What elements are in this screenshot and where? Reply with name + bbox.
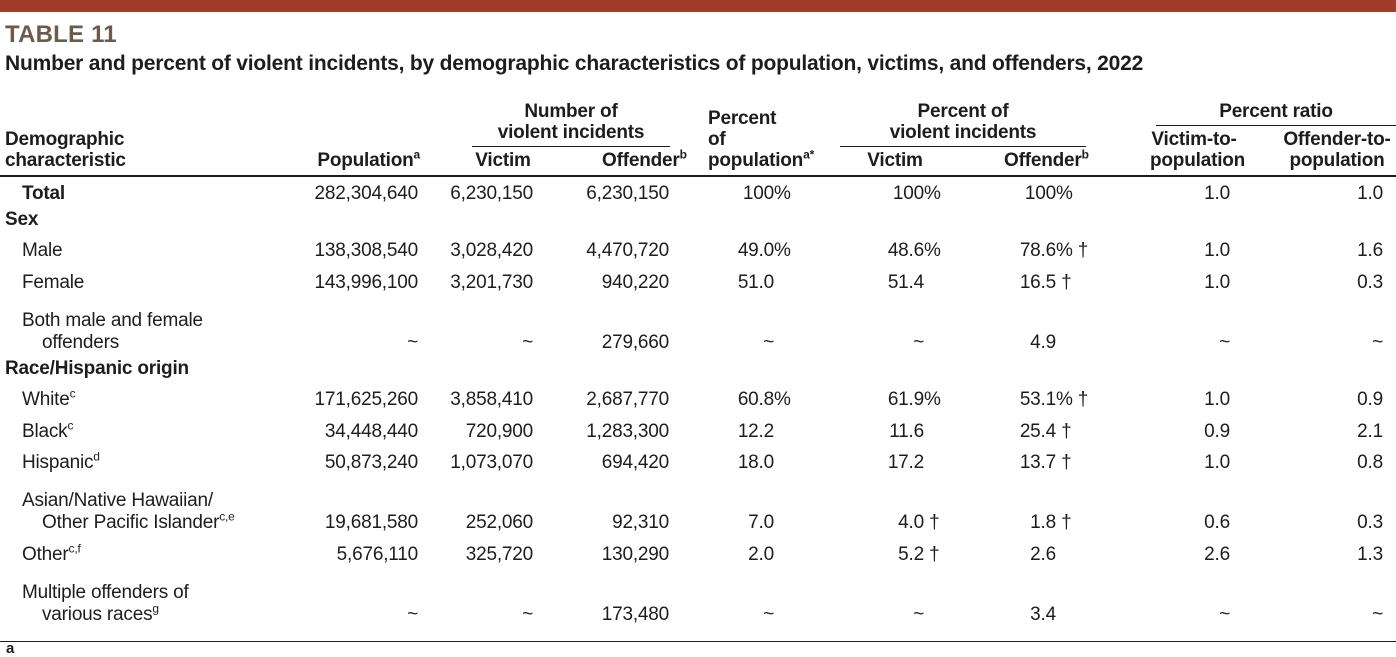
cell: 60.8 % [737, 389, 791, 410]
cell: 3.4 [1030, 603, 1056, 625]
cell: 1.0 [1204, 389, 1230, 410]
col-header-number-victim: Victim [475, 150, 531, 171]
cell: 130,290 [601, 543, 669, 565]
col-group-percent-of-violent-incidents [798, 101, 1089, 171]
row-label: Multiple offenders of various races$^g$ [22, 581, 189, 625]
row-label: Black$^c$ [22, 418, 74, 442]
cell: 1,283,300 [586, 420, 669, 442]
cell: 171,625,260 [314, 389, 418, 410]
cell: 4.0 † [898, 512, 940, 533]
cell: 11.6 [889, 420, 924, 442]
table-row [0, 570, 1396, 630]
cell: 50,873,240 [324, 452, 418, 473]
cell: ~ [1372, 603, 1383, 625]
cell: 100 % [892, 182, 941, 204]
cell: 694,420 [601, 452, 669, 473]
cell: 1.8 † [1030, 512, 1072, 533]
cell: 2.6 [1030, 543, 1056, 565]
cell: 0.3 [1357, 271, 1383, 293]
cell: 25.4 † [1019, 420, 1072, 442]
cell: ~ [407, 331, 418, 353]
row-label: Total [22, 182, 65, 204]
cell: 252,060 [465, 512, 533, 533]
cell: 940,220 [601, 271, 669, 293]
group-label-number-of-violent-incidents: Number of violent incidents [472, 101, 670, 147]
cell: 3,858,410 [450, 389, 533, 410]
cell: ~ [1372, 331, 1383, 353]
accent-bar [0, 0, 1396, 12]
table-heading [0, 12, 1396, 77]
footnote-marker-cutoff: a [6, 640, 15, 657]
cell: ~ [1219, 603, 1230, 625]
cell: 13.7 † [1019, 452, 1072, 473]
cell: 282,304,640 [314, 182, 418, 204]
cell: 17.2 [887, 452, 924, 473]
row-label: Male [22, 240, 63, 261]
col-header-percent-of-population: Percent of population$^{a*}$ [708, 108, 815, 171]
table-body [0, 177, 1396, 630]
col-header-victim-to-population: Victim-to- population [1150, 129, 1246, 171]
cell: 0.9 [1357, 389, 1383, 410]
cell: 0.3 [1357, 512, 1383, 533]
cell: 16.5 † [1019, 271, 1072, 293]
group-label-percent-ratio: Percent ratio [1156, 101, 1396, 126]
cell: ~ [913, 331, 924, 353]
table-row [0, 384, 1396, 416]
cell: 2.6 [1204, 543, 1230, 565]
table-row [0, 358, 1396, 384]
row-label: Female [22, 271, 85, 293]
cell: 51.4 [887, 271, 924, 293]
table-row [0, 538, 1396, 570]
cell: 1.0 [1357, 182, 1383, 204]
row-label: White$^c$ [22, 386, 76, 410]
cell: 0.6 [1204, 512, 1230, 533]
cell: 34,448,440 [324, 420, 418, 442]
cell: 48.6 % [887, 240, 941, 261]
cell: 92,310 [612, 512, 669, 533]
cell: 1,073,070 [450, 452, 533, 473]
cell: 2.1 [1357, 420, 1383, 442]
cell: 78.6 % † [1019, 240, 1089, 261]
table-header [0, 91, 1396, 177]
row-label: Asian/Native Hawaiian/ Other Pacific Islander$^{c,e}$ [22, 490, 235, 533]
cell: 325,720 [465, 543, 533, 565]
cell: 4.9 [1030, 331, 1056, 353]
col-header-percent-offender: Offender$^b$ [1004, 147, 1089, 171]
table-row [0, 235, 1396, 267]
cell: 3,028,420 [450, 240, 533, 261]
table-row [0, 266, 1396, 298]
cell: ~ [1219, 331, 1230, 353]
row-label: Other$^{c,f}$ [22, 541, 81, 565]
cell: 61.9 % [887, 389, 941, 410]
cell: 1.0 [1204, 240, 1230, 261]
cell: 4,470,720 [586, 240, 669, 261]
cell: 138,308,540 [314, 240, 418, 261]
table-number-label: TABLE 11 [5, 21, 117, 48]
cell: 53.1 % † [1019, 389, 1089, 410]
table-row [0, 447, 1396, 479]
cell: 2,687,770 [586, 389, 669, 410]
cell: 7.0 [748, 512, 774, 533]
row-label: Race/Hispanic origin [5, 357, 189, 379]
table-title: Number and percent of violent incidents, by demographic characteristics of population, victims, and offenders, 2022 [5, 52, 1144, 75]
cell: 279,660 [601, 331, 669, 353]
table-bottom-rule [0, 640, 1396, 657]
col-group-number-of-violent-incidents [422, 101, 687, 171]
cell: 1.6 [1357, 240, 1383, 261]
cell: 6,230,150 [450, 182, 533, 204]
cell: 19,681,580 [324, 512, 418, 533]
col-header-percent-victim: Victim [867, 150, 923, 171]
cell: 2.0 [748, 543, 774, 565]
cell: ~ [522, 331, 533, 353]
cell: 12.2 [737, 420, 774, 442]
table-row [0, 298, 1396, 358]
cell: 143,996,100 [314, 271, 418, 293]
cell: ~ [407, 603, 418, 625]
table-row [0, 415, 1396, 447]
table-row [0, 209, 1396, 235]
cell: 6,230,150 [586, 182, 669, 204]
cell: 3,201,730 [450, 271, 533, 293]
cell: ~ [522, 603, 533, 625]
cell: ~ [913, 603, 924, 625]
cell: 0.8 [1357, 452, 1383, 473]
col-header-demographic-characteristic: Demographic characteristic [5, 129, 126, 171]
cell: 1.0 [1204, 271, 1230, 293]
row-label: Both male and female offenders [22, 309, 203, 353]
row-label: Hispanic$^d$ [22, 449, 100, 473]
cell: 100 % [1024, 182, 1073, 204]
cell: 0.9 [1204, 420, 1230, 442]
col-group-percent-ratio [1086, 101, 1396, 171]
cell: 5.2 † [898, 543, 940, 565]
group-label-percent-of-violent-incidents: Percent of violent incidents [840, 101, 1086, 147]
cell: ~ [763, 603, 774, 625]
cell: 5,676,110 [336, 543, 418, 565]
cell: 1.0 [1204, 452, 1230, 473]
cell: 1.0 [1204, 182, 1230, 204]
row-label: Sex [5, 208, 39, 230]
table-row [0, 478, 1396, 538]
table-row [0, 177, 1396, 209]
cell: 51.0 [737, 271, 774, 293]
cell: 720,900 [465, 420, 533, 442]
cell: 100 % [742, 182, 791, 204]
cell: 18.0 [737, 452, 774, 473]
col-header-offender-to-population: Offender-to- population [1283, 129, 1391, 171]
cell: 49.0 % [737, 240, 791, 261]
cell: 173,480 [601, 603, 669, 625]
cell: ~ [763, 331, 774, 353]
col-header-number-offender: Offender$^b$ [602, 147, 687, 171]
col-header-population: Population$^a$ [317, 147, 420, 171]
cell: 1.3 [1357, 543, 1383, 565]
